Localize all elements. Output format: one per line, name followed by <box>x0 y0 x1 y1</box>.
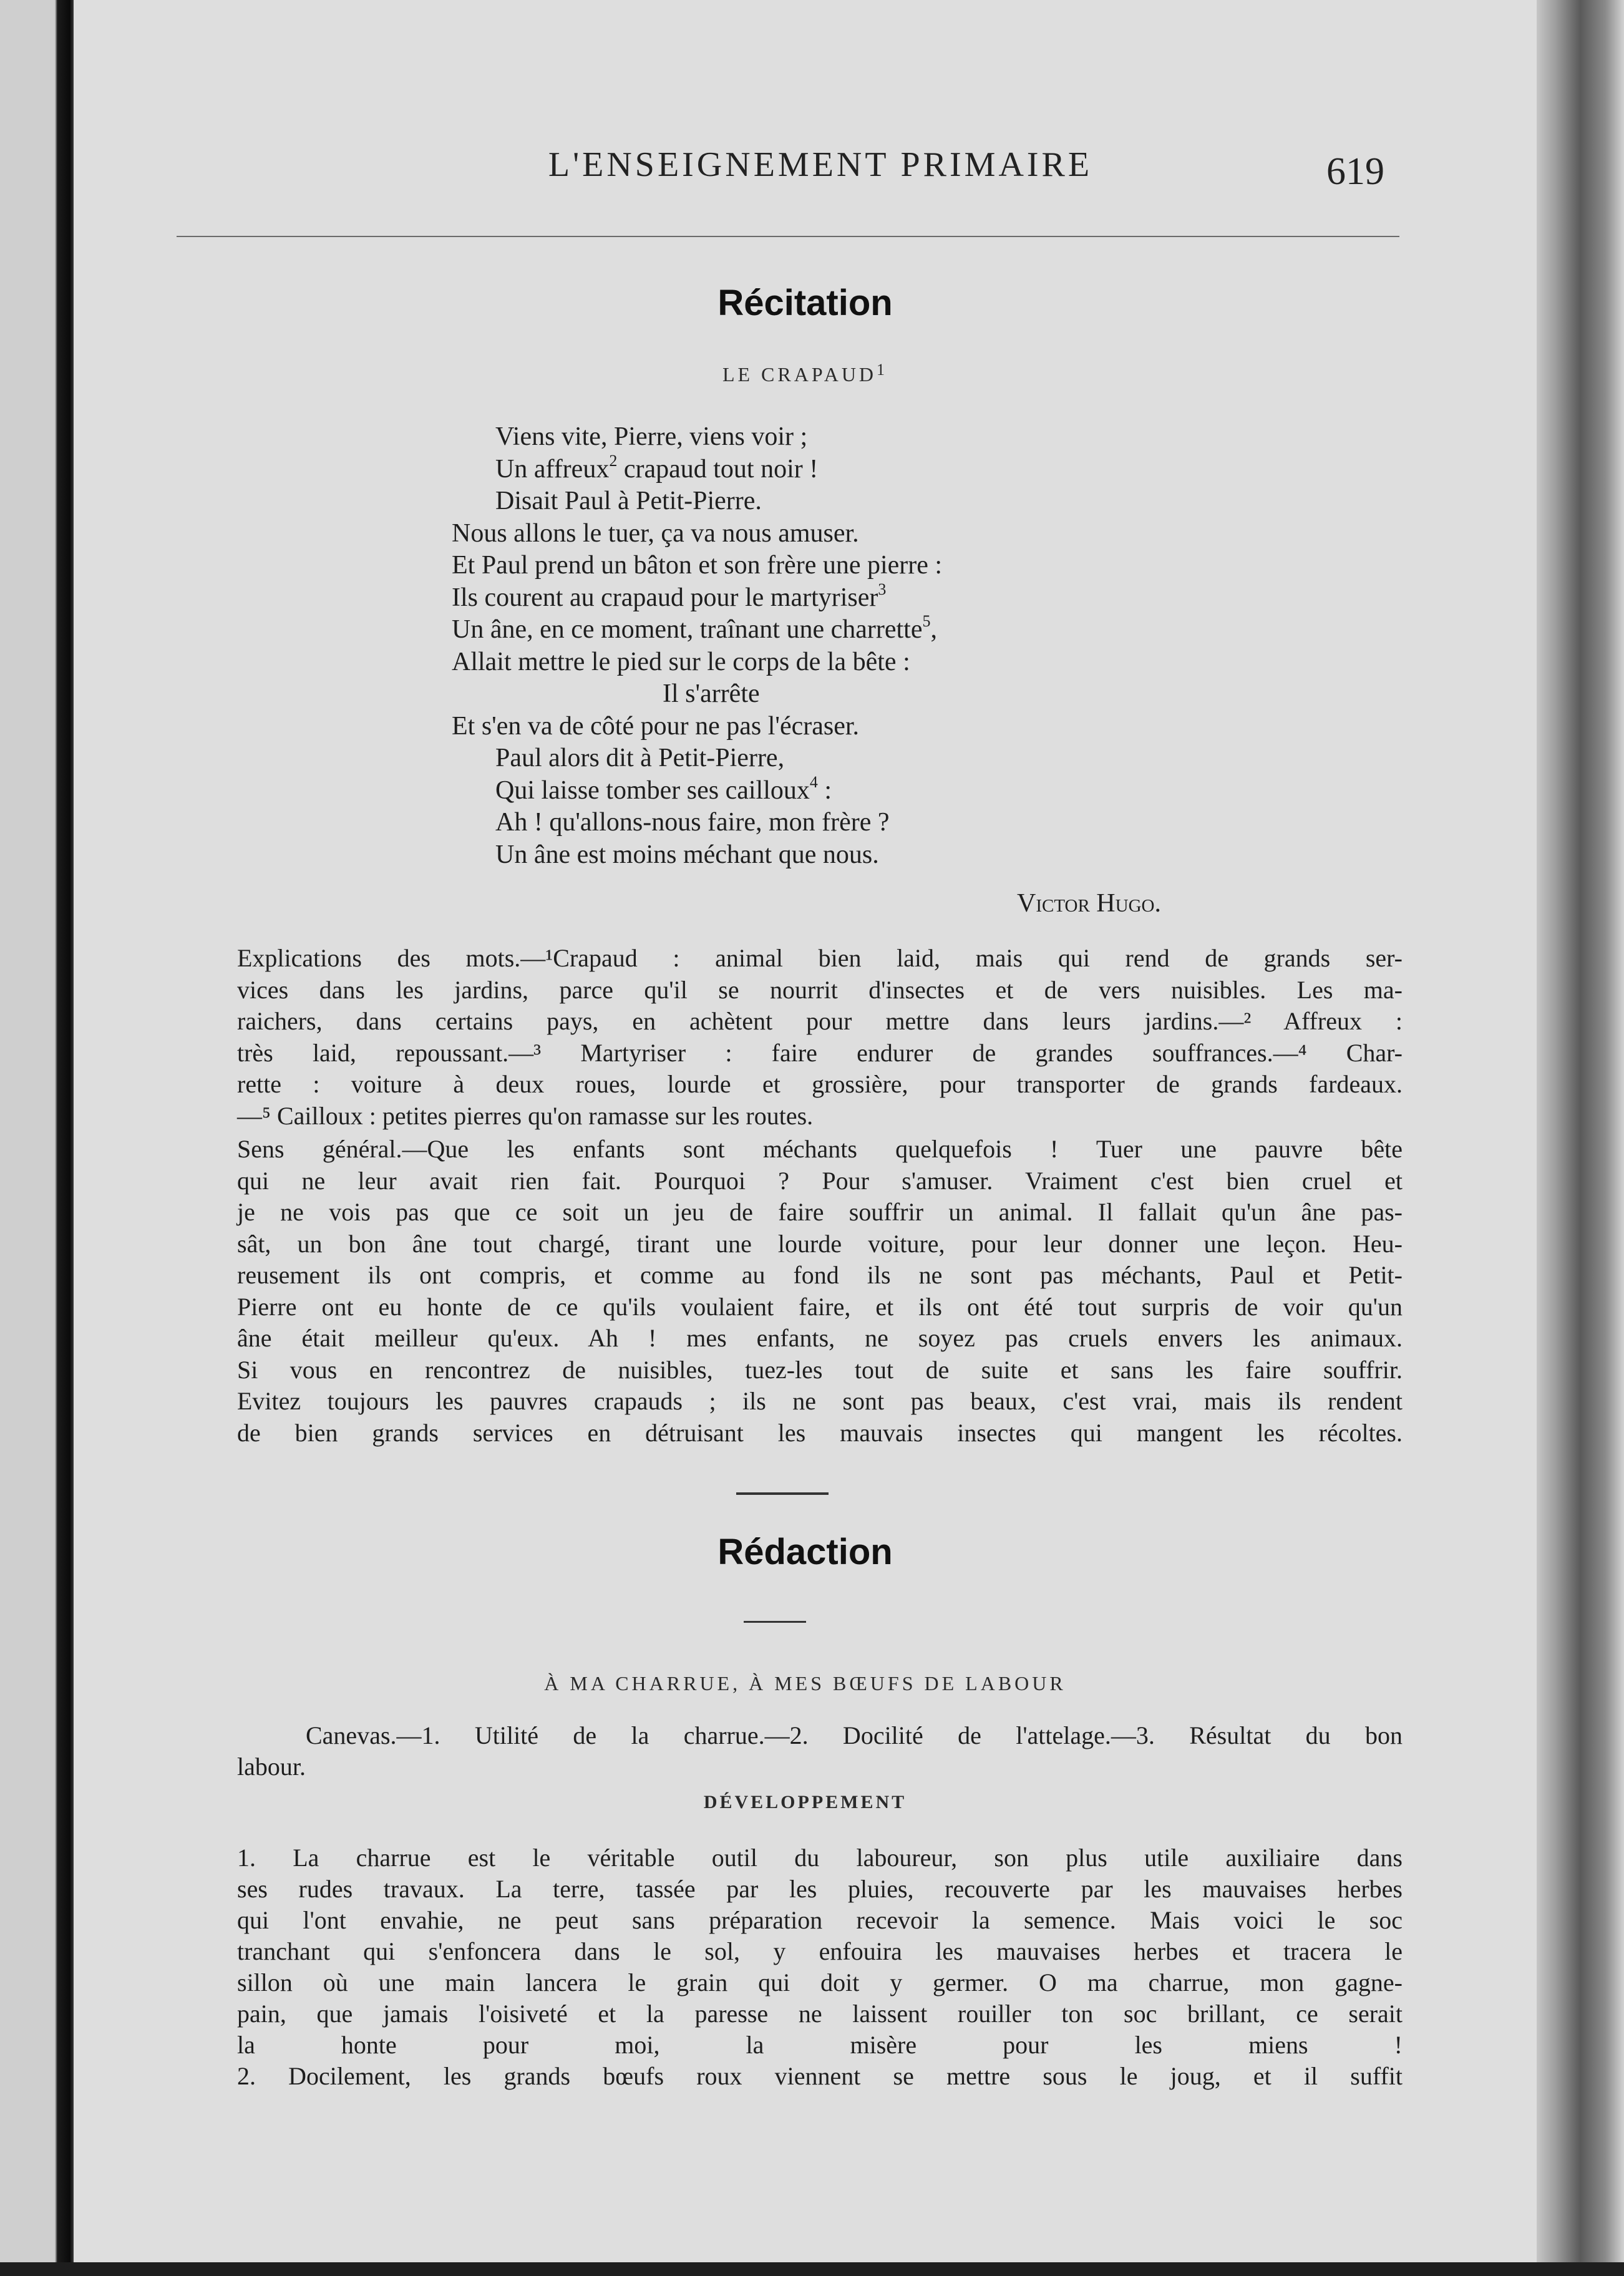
sens-general-line: reusement ils ont compris, et comme au fond ils ne sont pas méchants, Paul et Petit- <box>237 1261 1403 1289</box>
section-divider <box>736 1492 829 1495</box>
sens-general-line: sât, un bon âne tout chargé, tirant une lourde voiture, pour leur donner une leçon. Heu- <box>237 1229 1403 1258</box>
poem-line: Ah ! qu'allons-nous faire, mon frère ? <box>495 808 890 837</box>
footnote-marker: 5 <box>922 612 931 630</box>
footnote-marker: 2 <box>609 451 618 470</box>
footnote-marker: 3 <box>878 580 887 598</box>
poem-line: Il s'arrête <box>663 679 760 708</box>
poem-title-note: 1 <box>877 361 888 379</box>
poem-line: Qui laisse tomber ses cailloux4 : <box>495 772 832 805</box>
poem-line: Allait mettre le pied sur le corps de la bête : <box>452 647 910 676</box>
scan-right-edge <box>1537 0 1624 2276</box>
sens-general-line: âne était meilleur qu'eux. Ah ! mes enfants, ne soyez pas cruels envers les animaux. <box>237 1324 1403 1352</box>
page-number: 619 <box>1326 150 1384 193</box>
explications-line: très laid, repoussant.—³ Martyriser : faire endurer de grandes souffrances.—⁴ Char- <box>237 1038 1403 1067</box>
developpement-line: qui l'ont envahie, ne peut sans préparation recevoir la semence. Mais voici le soc <box>237 1906 1403 1934</box>
poem-line: Un âne, en ce moment, traînant une charrette5, <box>452 612 937 644</box>
poem-line: Viens vite, Pierre, viens voir ; <box>495 422 808 451</box>
explications-line: —⁵ Cailloux : petites pierres qu'on ramasse sur les routes. <box>237 1101 814 1130</box>
poem-author: Victor Hugo. <box>1017 889 1161 918</box>
section-heading-recitation: Récitation <box>717 283 893 323</box>
poem-line: Et s'en va de côté pour ne pas l'écraser. <box>452 711 860 741</box>
explications-line: rette : voiture à deux roues, lourde et grossière, pour transporter de grands fardeaux. <box>237 1070 1403 1098</box>
sens-general-line: Si vous en rencontrez de nuisibles, tuez-les tout de suite et sans les faire souffrir. <box>237 1355 1403 1384</box>
header-rule <box>177 236 1399 237</box>
developpement-line: ses rudes travaux. La terre, tassée par les pluies, recouverte par les mauvaises herbes <box>237 1875 1403 1903</box>
poem-title <box>74 363 1537 386</box>
poem-title-text: LE CRAPAUD <box>722 363 877 386</box>
developpement-title: DÉVELOPPEMENT <box>703 1792 907 1812</box>
developpement-line: tranchant qui s'enfoncera dans le sol, y enfouira les mauvaises herbes et tracera le <box>237 1937 1403 1965</box>
footnote-marker: 4 <box>809 772 818 791</box>
sens-general-line: qui ne leur avait rien fait. Pourquoi ? Pour s'amuser. Vraiment c'est bien cruel et <box>237 1166 1403 1195</box>
scan-bottom-edge <box>0 2262 1624 2276</box>
heading-rule <box>744 1621 806 1623</box>
sens-general-line: je ne vois pas que ce soit un jeu de faire souffrir un animal. Il fallait qu'un âne pas- <box>237 1198 1403 1226</box>
explications-line: raichers, dans certains pays, en achètent pour mettre dans leurs jardins.—² Affreux : <box>237 1007 1403 1035</box>
canevas-line: labour. <box>237 1753 306 1781</box>
poem-line: Un affreux2 crapaud tout noir ! <box>495 451 819 484</box>
developpement-line: la honte pour moi, la misère pour les miens ! <box>237 2031 1403 2059</box>
developpement-line: 1. La charrue est le véritable outil du laboureur, son plus utile auxiliaire dans <box>237 1844 1403 1872</box>
poem-line: Et Paul prend un bâton et son frère une pierre : <box>452 551 943 580</box>
poem-line: Nous allons le tuer, ça va nous amuser. <box>452 518 859 548</box>
explications-line: vices dans les jardins, parce qu'il se nourrit d'insectes et de vers nuisibles. Les ma- <box>237 975 1403 1004</box>
developpement-line: sillon où une main lancera le grain qui doit y germer. O ma charrue, mon gagne- <box>237 1968 1403 1996</box>
sens-general-line: Evitez toujours les pauvres crapauds ; ils ne sont pas beaux, c'est vrai, mais ils rendent <box>237 1387 1403 1415</box>
sens-general-line: de bien grands services en détruisant les mauvais insectes qui mangent les récoltes. <box>237 1418 1403 1447</box>
running-title: L'ENSEIGNEMENT PRIMAIRE <box>548 145 1093 184</box>
section-heading-redaction: Rédaction <box>717 1532 893 1572</box>
developpement-line: pain, que jamais l'oisiveté et la paresse ne laissent rouiller ton soc brillant, ce serait <box>237 2000 1403 2028</box>
book-page <box>74 0 1537 2262</box>
explications-line: Explications des mots.—¹Crapaud : animal bien laid, mais qui rend de grands ser- <box>237 944 1403 972</box>
poem-line: Un âne est moins méchant que nous. <box>495 840 879 869</box>
poem-line: Paul alors dit à Petit-Pierre, <box>495 744 785 772</box>
sens-general-line: Pierre ont eu honte de ce qu'ils voulaient faire, et ils ont été tout surpris de voir qu'un <box>237 1292 1403 1321</box>
scan-left-edge <box>0 0 74 2276</box>
sens-general-line: Sens général.—Que les enfants sont méchants quelquefois ! Tuer une pauvre bête <box>237 1135 1403 1163</box>
poem-line: Ils courent au crapaud pour le martyriser3 <box>452 580 887 612</box>
poem-line: Disait Paul à Petit-Pierre. <box>495 487 762 515</box>
redaction-title: À MA CHARRUE, À MES BŒUFS DE LABOUR <box>544 1672 1066 1695</box>
canevas-line: Canevas.—1. Utilité de la charrue.—2. Docilité de l'attelage.—3. Résultat du bon <box>306 1721 1403 1749</box>
developpement-line: 2. Docilement, les grands bœufs roux viennent se mettre sous le joug, et il suffit <box>237 2062 1403 2090</box>
